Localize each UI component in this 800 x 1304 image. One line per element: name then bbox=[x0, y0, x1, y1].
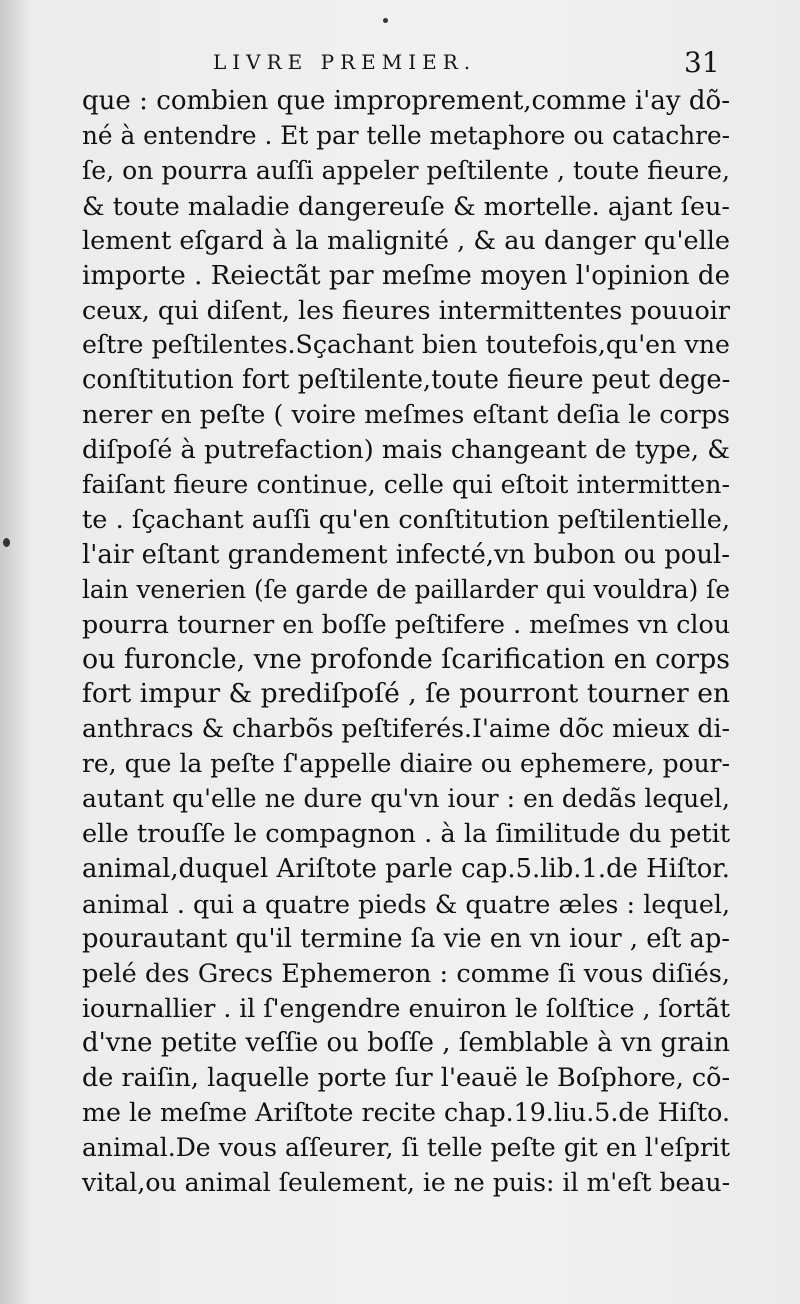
text-line: me le meſme Ariſtote recite chap.19.liu.5.de Hiſto. bbox=[82, 1098, 730, 1128]
text-line: iournallier . il ſ'engendre enuiron le ſolſtice , ſortãt bbox=[82, 993, 730, 1023]
text-line: eſtre peſtilentes.Sçachant bien toutefois,qu'en vne bbox=[82, 330, 730, 360]
text-line: & toute maladie dangereuſe & mortelle. ajant ſeu- bbox=[82, 190, 730, 221]
text-line: pourra tourner en boſſe peſtifere . meſmes vn clou bbox=[82, 609, 730, 639]
body-text bbox=[82, 84, 730, 1201]
text-line: faiſant fieure continue, celle qui eſtoit intermitten- bbox=[82, 469, 730, 499]
text-line: né à entendre . Et par telle metaphore ou catachre- bbox=[82, 120, 730, 150]
text-line: re, que la peſte ſ'appelle diaire ou ephemere, pour- bbox=[82, 749, 730, 779]
page-number: 31 bbox=[684, 46, 720, 79]
text-line: pourautant qu'il termine ſa vie en vn iour , eſt ap- bbox=[82, 923, 730, 954]
ink-dot-top bbox=[383, 18, 388, 23]
text-line: diſpoſé à putrefaction) mais changeant de type, & bbox=[82, 435, 730, 466]
text-line: te . ſçachant auſſi qu'en conſtitution peſtilentielle, bbox=[82, 504, 730, 535]
text-line: ceux, qui diſent, les fieures intermittentes pouuoir bbox=[82, 295, 730, 326]
text-line: de raiſin, laquelle porte ſur l'eauë le Boſphore, cõ- bbox=[82, 1063, 731, 1094]
text-line: elle trouſſe le compagnon . à la ſimilitude du petit bbox=[82, 819, 731, 850]
text-line: ſe, on pourra auſſi appeler peſtilente , toute fieure, bbox=[82, 155, 730, 185]
text-line: que : combien que improprement,comme i'ay dõ- bbox=[82, 86, 730, 116]
text-line: anthracs & charbõs peſtiferés.I'aime dõc mieux di- bbox=[82, 714, 730, 744]
text-line: autant qu'elle ne dure qu'vn iour : en dedãs lequel, bbox=[82, 784, 730, 814]
text-line: animal,duquel Ariſtote parle cap.5.lib.1.de Hiſtor. bbox=[82, 853, 730, 884]
text-line: d'vne petite veſſie ou boſſe , ſemblable à vn grain bbox=[82, 1028, 730, 1059]
text-line: vital,ou animal ſeulement, ie ne puis: il m'eſt beau- bbox=[82, 1168, 731, 1198]
text-line: animal.De vous aſſeurer, ſi telle peſte git en l'eſprit bbox=[82, 1133, 730, 1163]
text-line: pelé des Grecs Ephemeron : comme ſi vous diſiés, bbox=[82, 958, 730, 989]
text-line: l'air eſtant grandement infecté,vn bubon ou poul- bbox=[82, 539, 731, 570]
text-line: ou furoncle, vne profonde ſcarification en corps bbox=[82, 643, 730, 675]
text-line: conſtitution fort peſtilente,toute fieure peut dege- bbox=[82, 365, 731, 396]
text-line: lain venerien (ſe garde de paillarder qui vouldra) ſe bbox=[82, 574, 730, 604]
text-line: animal . qui a quatre pieds & quatre æles : lequel, bbox=[82, 888, 730, 919]
text-line: importe . Reiectãt par meſme moyen l'opinion de bbox=[82, 260, 730, 291]
text-line: lement eſgard à la malignité , & au danger qu'elle bbox=[82, 225, 730, 256]
ink-dot-margin bbox=[3, 538, 10, 547]
page-header bbox=[0, 46, 800, 82]
text-line: nerer en peſte ( voire meſmes eſtant deſia le corps bbox=[82, 400, 730, 430]
running-title: LIVRE PREMIER. bbox=[213, 50, 477, 74]
text-line: fort impur & prediſpoſé , ſe pourront tourner en bbox=[82, 678, 730, 710]
